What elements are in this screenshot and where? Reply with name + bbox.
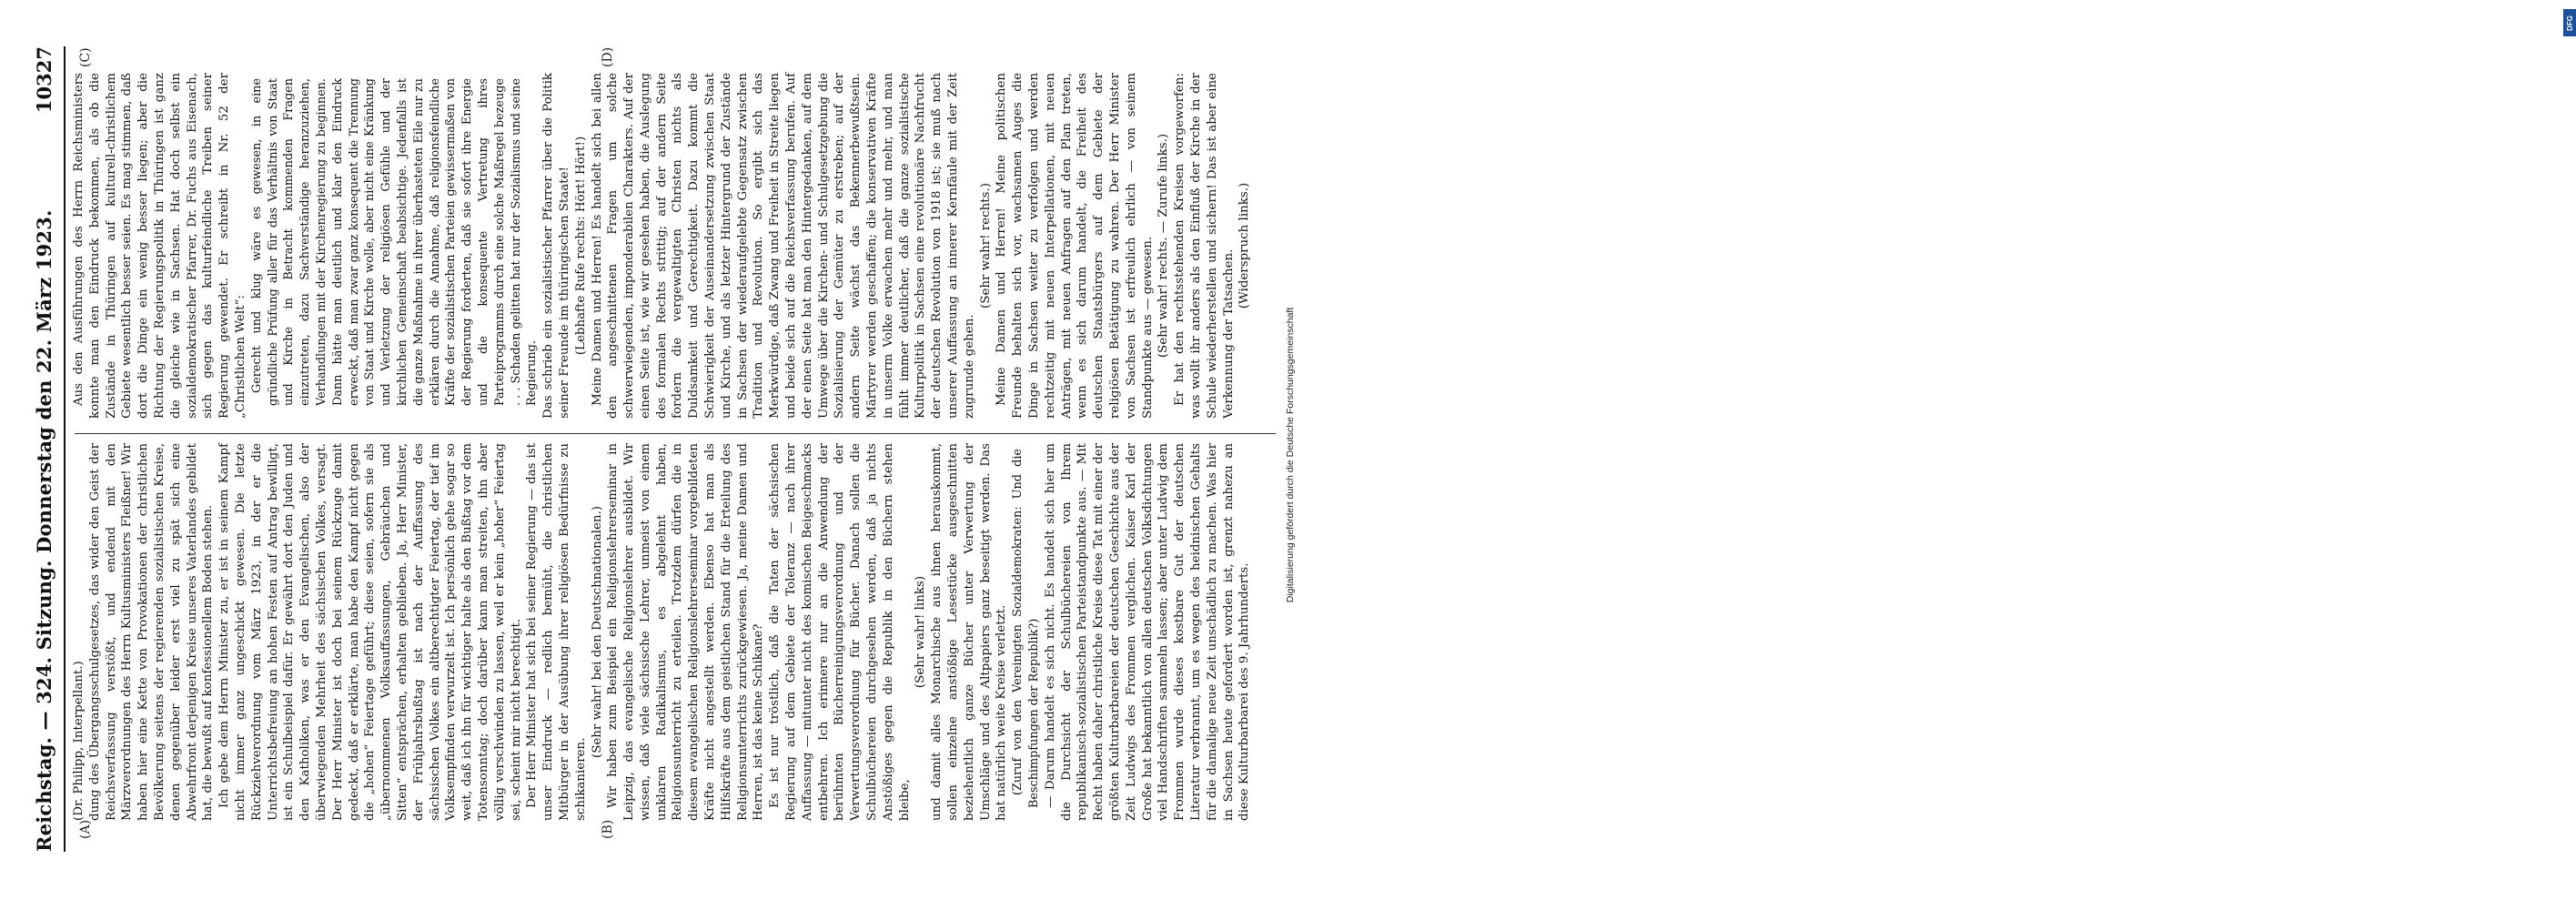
paragraph: — Darum handelt es sich nicht. Es handelt sich hier um die Durchsicht der Schulbüchereien von Ihrem republikanisch-sozialistischen Parteistandpunkte aus. — Mit Recht haben daher christliche Kreise diese Tat mit einer der größten Kulturbarbareien der deutschen Geschichte aus der Zeit Ludwigs des Frommen verglichen. Kaiser Karl der Große hat bekanntlich von allen deutschen Volksdichtungen viel Handschriften sammeln lassen; aber unter Ludwig dem Frommen wurde dieses kostbare Gut der deutschen Literatur verbrannt, um es wegen des heidnischen Gehalts für die damalige neue Zeit unschädlich zu machen. Was hier in Sachsen heute gefordert worden ist, grenzt nahezu an diese Kulturbarbarei des 9. Jahrhunderts.: [1043, 443, 1252, 821]
paragraph: Der Herr Minister hat sich bei seiner Regierung — das ist unser Eindruck — redlich bemüht, die christlichen Mitbürger in der Ausübung ihrer religiösen Bedürfnisse zu schikanieren.: [525, 443, 588, 821]
margin-marker-b: (B): [601, 819, 615, 839]
interjection: (Sehr wahr! rechts. — Zurufe links.): [1157, 133, 1171, 359]
margin-marker-a: (A): [78, 819, 93, 839]
paragraph: Meine Damen und Herren! Meine politischen Freunde behalten sich vor, wachsamen Auges die Dinge in Sachsen weiter zu verfolgen und werden rechtzeitig mit neuen Interpellationen, mit neuen Anträgen, mit neuen Anfragen auf den Plan treten, wenn es sich darum handelt, die Freiheit des deutschen Staatsbürgers auf dem Gebiete der religiösen Betätigung zu wahren. Der Herr Minister von Sachsen ist erfreulich ehrlich — von seinem Standpunkte aus — gewesen.: [995, 73, 1155, 419]
paragraph: Ich gebe dem Herrn Minister zu, er ist in seinem Kampf nicht immer ganz ungeschickt gewesen. Die letzte Rückziehverordnung vom März 1923, in der er die Unterrichtsbefreiung an hohen Festen auf Antrag bewilligt, ist ein Schulbeispiel dafür. Er gewährt dort den Juden und den Katholiken, was er den Evangelischen, also der überwiegenden Mehrheit des sächsischen Volkes, versagt. Der Herr Minister ist doch bei seinem Rückzuge damit gedeckt, daß er erklärte, man habe den Kampf nicht gegen die „hohen“ Feiertage geführt; diese seien, sofern sie als „übernommenen Volksauffassungen, Gebräuchen und Sitten“ entsprächen, erhalten geblieben. Ja, Herr Minister, der Frühjahrsbußtag ist nach der Auffassung des sächsischen Volkes ein altberechtigter Feiertag, der tief im Volksempfinden verwurzelt ist. Ich persönlich gehe sogar so weit, daß ich ihn für wichtiger halte als den Bußtag vor dem Totensonntag; doch darüber kann man streiten, ihn aber völlig verschwinden zu lassen, weil er kein „hoher“ Feiertag sei, scheint mir nicht berechtigt.: [217, 443, 523, 821]
speaker-line: (Dr. Philipp, Interpellant.): [72, 661, 86, 821]
paragraph: Meine Damen und Herren! Es handelt sich bei allen den angeschnittenen Fragen um solche schwerwiegenden, imponderabilen Charakters. Auf der einen Seite ist, wie wir gesehen haben, die Auslegung des formalen Rechts strittig; auf der andern Seite fordern die vergewaltigten Christen nichts als Duldsamkeit und Gerechtigkeit. Dazu kommt die Schwierigkeit der Auseinandersetzung zwischen Staat und Kirche, und als letzter Hintergrund der Zustände in Sachsen der wiederaufgelebte Gegensatz zwischen Tradition und Revolution. So ergibt sich das Merkwürdige, daß Zwang und Freiheit in Streite liegen und beide sich auf die Reichsverfassung berufen. Auf der einen Seite hat man den Hintergedanken, auf dem Umwege über die Kirchen- und Schulgesetzgebung die Sozialisierung der Gemüter zu erstreben; auf der andern Seite wächst das Bekennerbewußtsein. Märtyrer werden geschaffen; die konservativen Kräfte in unserm Volke erwachen mehr und mehr, und man fühlt immer deutlicher, daß die ganze sozialistische Kulturpolitik in Sachsen eine revolutionäre Nachfrucht der deutschen Revolution von 1918 ist; sie muß nach unserer Auffassung an innerer Kernfäule mit der Zeit zugrunde gehen.: [590, 73, 976, 419]
dfg-logo: DFG: [2563, 9, 2576, 36]
margin-marker-d: (D): [601, 46, 615, 67]
page-number: 10327: [33, 46, 56, 114]
column-divider: [75, 433, 1276, 434]
interjection: (Sehr wahr! links): [914, 575, 928, 689]
interjection: (Sehr wahr! rechts.): [978, 183, 993, 308]
interjection: (Lebhafte Rufe rechts: Hört! Hört!): [573, 136, 588, 356]
paragraph: Aus den Ausführungen des Herrn Reichsministers konnte man den Eindruck bekommen, als ob die Zustände in Thüringen auf kulturell-christlichem Gebiete wesentlich besser seien. Es mag stimmen, daß dort die Dinge ein wenig besser liegen; aber die Richtung der Regierungspolitik in Thüringen ist ganz die gleiche wie in Sachsen. Hat doch selbst ein sozialdemokratischer Pfarrer, Dr. Fuchs aus Eisenach, sich gegen das kulturfeindliche Treiben seiner Regierung gewendet. Er schreibt in Nr. 52 der „Christlichen Welt“:: [72, 73, 247, 419]
margin-marker-c: (C): [78, 47, 93, 67]
interjection: (Zuruf von den Vereinigten Sozialdemokraten: Und die Beschimpfungen der Republik?): [1011, 449, 1042, 808]
interjection: (Widerspruch links.): [1237, 182, 1252, 309]
paragraph: Er hat den rechtsstehenden Kreisen vorgeworfen: was wollt ihr anders als den Einfluß der Kirche in der Schule wiederherstellen und sichern! Das ist aber eine Verkennung der Tatsachen.: [1173, 73, 1236, 419]
paragraph: und damit alles Monarchische aus ihnen herauskommt, sollen einzelne anstößige Lesestücke ausgeschnitten beziehentlich ganze Bücher unter Verwertung der Umschläge und des Altpapiers ganz beseitigt werden. Das hat natürlich weite Kreise verletzt.: [930, 443, 1009, 821]
interjection: (Sehr wahr! bei den Deutschnationalen.): [590, 505, 604, 759]
paragraph: Wir haben zum Beispiel ein Religionslehrerseminar in Leipzig, das evangelische Religionslehrer ausbildet. Wir wissen, daß viele sächsische Lehrer, unmeist von einem unklaren Radikalismus, es abgelehnt haben, Religionsunterricht zu erteilen. Trotzdem dürfen die in diesem evangelischen Religionslehrerseminar vorgebildeten Kräfte nicht angestellt werden. Ebenso hat man als Hilfskräfte aus dem geistlichen Stand für die Erteilung des Religionsunterrichts zurückgewiesen. Ja, meine Damen und Herren, ist das keine Schikane?: [606, 443, 766, 821]
right-column: [71, 73, 1295, 419]
funding-credit-text: Digitalisierung gefördert durch die Deutsche Forschungsgemeinschaft: [1285, 307, 1296, 603]
paragraph: Es ist nur tröstlich, daß die Taten der sächsischen Regierung auf dem Gebiete der Toleranz — nach ihrer Auffassung — mitunter nicht des komischen Beigeschmacks entbehren. Ich erinnere nur an die Anwendung der berühmten Bücherreinigungsverordnung und der Verwertungsverordnung für Bücher. Danach sollen die Schulbüchereien durchgesehen werden, daß ja nichts Anstößiges gegen die Republik in den Büchern stehen bleibe,: [768, 443, 912, 821]
header-title: Reichstag. — 324. Sitzung. Donnerstag den 22. März 1923.: [33, 209, 56, 852]
block-quote: Gerecht und klug wäre es gewesen, in eine gründliche Prüfung aller für das Verhältnis von Staat und Kirche in Betracht kommenden Fragen einzutreten, dazu Sachverständige heranzuziehen, Verhandlungen mit der Kirchenregierung zu beginnen. Dann hätte man deutlich und klar den Eindruck erweckt, daß man zwar ganz konsequent die Trennung von Staat und Kirche wolle, aber nicht eine Kränkung und Verletzung der religiösen Gefühle und der kirchlichen Gemeinschaft beabsichtige. Jedenfalls ist die ganze Maßnahme in ihrer überhasteten Eile nur zu erklären durch die Annahme, daß religionsfeindliche Kräfte der sozialistischen Parteien gewissermaßen von der Regierung forderten, daß sie sofort ihre Energie und die konsequente Vertretung ihres Parteiprogramms durch eine solche Maßregel bezeuge . . . Schaden gelitten hat nur der Sozialismus und seine Regierung.: [249, 78, 540, 406]
page-header: [27, 46, 66, 852]
paragraph: Das schrieb ein sozialistischer Pfarrer über die Politik seiner Freunde im thüringischen Staate!: [541, 73, 571, 419]
paragraph: dung des Übergangsschulgesetzes, das wider den Geist der Reichsverfassung verstößt, und endend mit den Märzverordnungen des Herrn Kultusministers Fleißner! Wir haben hier eine Kette von Provokationen der christlichen Bevölkerung seitens der regierenden sozialistischen Kreise, denen gegenüber leider erst viel zu spät sich eine Abwehrfront derjenigen Kreise unseres Vaterlandes gebildet hat, die bewußt auf konfessionellem Boden stehen.: [87, 443, 216, 821]
left-column: [71, 443, 1295, 821]
